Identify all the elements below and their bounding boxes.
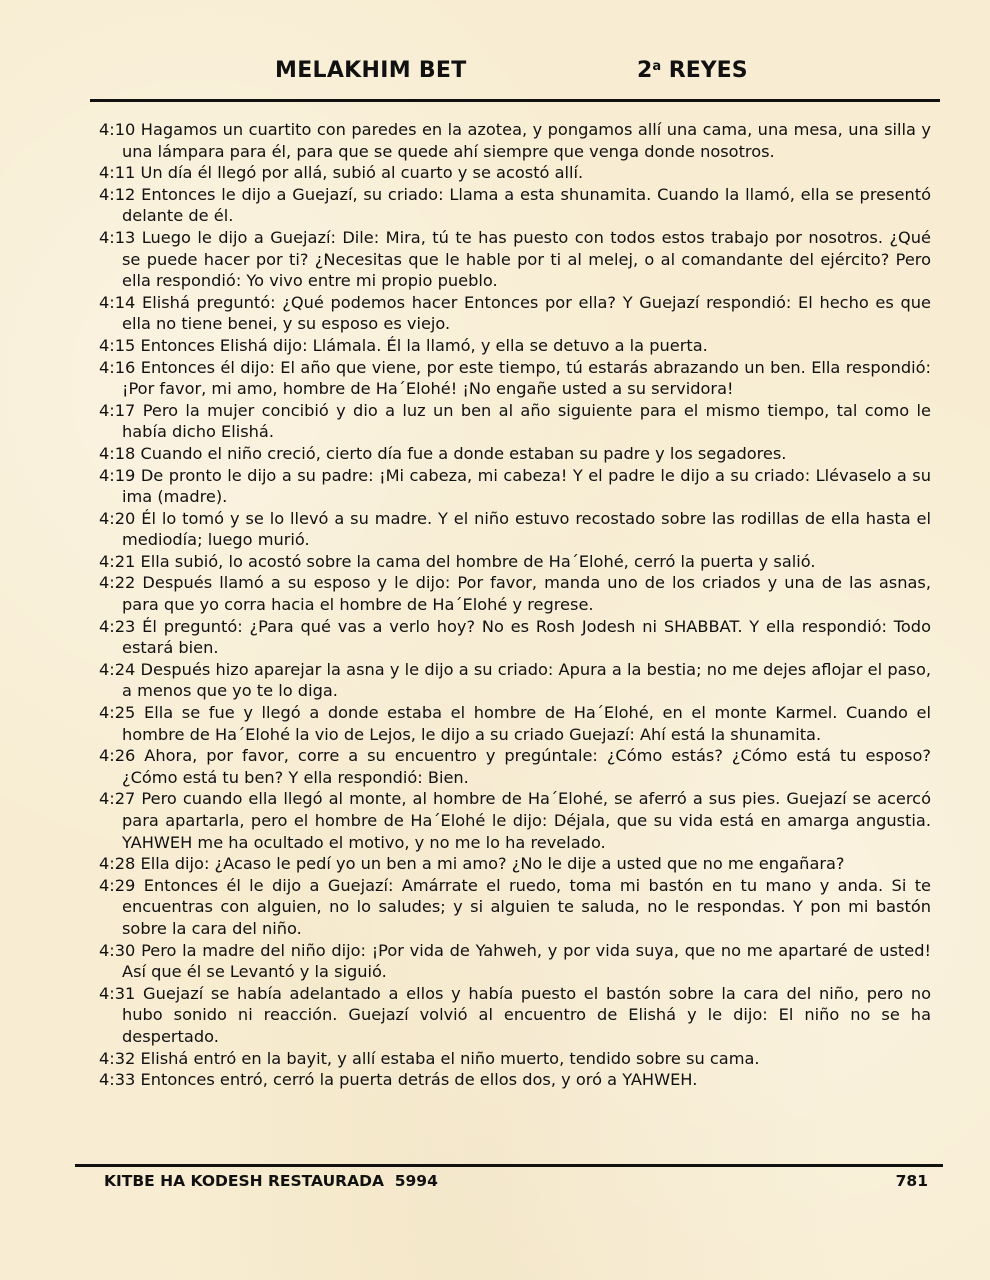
verse: 4:17 Pero la mujer concibió y dio a luz un ben al año siguiente para el mismo tiempo, tal como le había dicho Elishá. [99,400,931,442]
verse: 4:30 Pero la madre del niño dijo: ¡Por vida de Yahweh, y por vida suya, que no me apartaré de usted! Así que él se Levantó y la siguió. [99,940,931,982]
verse: 4:18 Cuando el niño creció, cierto día fue a donde estaban su padre y los segadores. [99,443,787,463]
book-number-superscript: a [652,59,662,74]
verse-list [99,119,931,1091]
verse: 4:22 Después llamó a su esposo y le dijo: Por favor, manda uno de los criados y una de las asnas, para que yo corra hacia el hombre de Ha´Elohé y regrese. [99,573,931,615]
verse: 4:27 Pero cuando ella llegó al monte, al hombre de Ha´Elohé, se aferró a sus pies. Guejazí se acercó para apartarla, pero el hombre de Ha´Elohé le dijo: Déjala, que su vida está en amarga angustia. YAHWEH me ha ocultado el motivo, y no me lo ha revelado. [99,789,931,852]
verse: 4:29 Entonces él le dijo a Guejazí: Amárrate el ruedo, toma mi bastón en tu mano y anda. Si te encuentras con alguien, no lo saludes; y si alguien te saluda, no le respondas. Y pon mi bastón sobre la cara del niño. [99,875,931,938]
footer-title: KITBE HA KODESH RESTAURADA 5994 [104,1172,438,1190]
verse: 4:25 Ella se fue y llegó a donde estaba el hombre de Ha´Elohé, en el monte Karmel. Cuando el hombre de Ha´Elohé la vio de Lejos, le dijo a su criado Guejazí: Ahí está la shunamita. [99,703,931,744]
verse: 4:33 Entonces entró, cerró la puerta detrás de ellos dos, y oró a YAHWEH. [99,1070,698,1090]
book-title-spanish [637,58,748,83]
page-number: 781 [895,1172,928,1190]
page-header [0,58,990,90]
book-name: REYES [668,58,748,83]
verse: 4:10 Hagamos un cuartito con paredes en la azotea, y pongamos allí una cama, una mesa, una silla y una lámpara para él, para que se quede ahí siempre que venga donde nosotros. [99,120,931,161]
verse: 4:23 Él preguntó: ¿Para qué vas a verlo hoy? No es Rosh Jodesh ni SHABBAT. Y ella respondió: Todo estará bien. [99,616,931,658]
header-rule [90,99,940,102]
verse: 4:24 Después hizo aparejar la asna y le dijo a su criado: Apura a la bestia; no me dejes aflojar el paso, a menos que yo te lo diga. [99,659,931,701]
verse: 4:31 Guejazí se había adelantado a ellos y había puesto el bastón sobre la cara del niño, pero no hubo sonido ni reacción. Guejazí volvió al encuentro de Elishá y le dijo: El niño no se ha despertado. [99,983,931,1046]
verse: 4:20 Él lo tomó y se lo llevó a su madre. Y el niño estuvo recostado sobre las rodillas de ella hasta el mediodía; luego murió. [99,508,931,550]
book-number: 2 [637,58,653,83]
footer-rule [75,1164,943,1167]
verse: 4:13 Luego le dijo a Guejazí: Dile: Mira, tú te has puesto con todos estos trabajo por nosotros. ¿Qué se puede hacer por ti? ¿Necesitas que le hable por ti al melej, o al comandante del ejército? Pero ella respondió: Yo vivo entre mi propio pueblo. [99,227,931,291]
verse: 4:12 Entonces le dijo a Guejazí, su criado: Llama a esta shunamita. Cuando la llamó, ella se presentó delante de él. [99,184,931,226]
verse: 4:15 Entonces Elishá dijo: Llámala. Él la llamó, y ella se detuvo a la puerta. [99,335,708,355]
book-title-hebrew: MELAKHIM BET [275,58,467,83]
verse: 4:14 Elishá preguntó: ¿Qué podemos hacer Entonces por ella? Y Guejazí respondió: El hecho es que ella no tiene benei, y su esposo es viejo. [99,292,931,334]
verse: 4:32 Elishá entró en la bayit, y allí estaba el niño muerto, tendido sobre su cama. [99,1048,760,1068]
verse: 4:21 Ella subió, lo acostó sobre la cama del hombre de Ha´Elohé, cerró la puerta y salió. [99,551,816,571]
verse: 4:16 Entonces él dijo: El año que viene, por este tiempo, tú estarás abrazando un ben. Ella respondió: ¡Por favor, mi amo, hombre de Ha´Elohé! ¡No engañe usted a su servidora! [99,357,931,399]
verse: 4:19 De pronto le dijo a su padre: ¡Mi cabeza, mi cabeza! Y el padre le dijo a su criado: Llévaselo a su ima (madre). [99,465,931,507]
verse: 4:11 Un día él llegó por allá, subió al cuarto y se acostó allí. [99,163,584,183]
verse: 4:28 Ella dijo: ¿Acaso le pedí yo un ben a mi amo? ¿No le dije a usted que no me engañara? [99,854,845,874]
verse: 4:26 Ahora, por favor, corre a su encuentro y pregúntale: ¿Cómo estás? ¿Cómo está tu esposo? ¿Cómo está tu ben? Y ella respondió: Bien. [99,746,931,787]
